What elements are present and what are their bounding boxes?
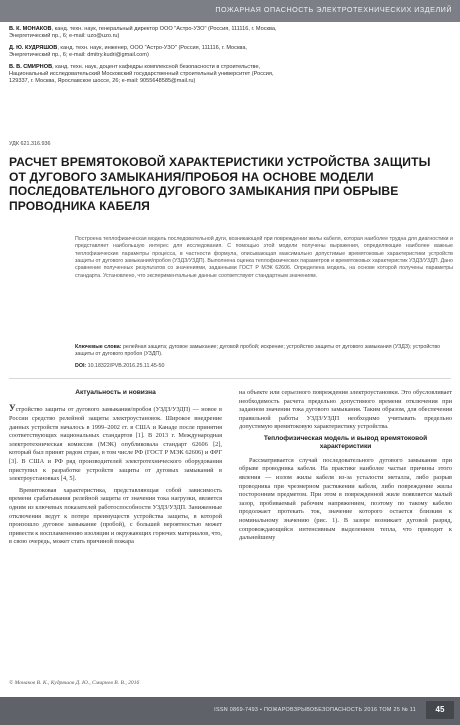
keywords — [75, 344, 453, 359]
section-divider — [9, 378, 451, 379]
journal-issn-info: ISSN 0869-7493 • ПОЖАРОВЗРЫВОБЕЗОПАСНОСТЬ 2016 ТОМ 25 № 11 — [214, 707, 416, 713]
copyright-notice: © Монаков В. К., Кудряшов Д. Ю., Смирнов В. В., 2016 — [9, 680, 140, 686]
footer-band — [0, 697, 460, 725]
author-name: В. В. СМИРНОВ — [9, 63, 53, 70]
keywords-label: Ключевые слова: — [75, 344, 122, 350]
left-column — [9, 389, 222, 550]
body-paragraph: Времятоковая характеристика, представляющая собой зависимость времени срабатывания релейной защиты от значения тока нагрузки, является одним из ключевых показателей работоспособности УЗДЗ/УЗДП. Заниженные отключения ведут к потере преимуществ устройства защиты, в которой произошло дуговое замыкание (пробой), с большей вероятностью может привести к воспламенению изоляции и окружающих горючих материалов, что, в свою очередь, может стать причиной пожара — [9, 486, 222, 546]
article-title: РАСЧЕТ ВРЕМЯТОКОВОЙ ХАРАКТЕРИСТИКИ УСТРОЙСТВА ЗАЩИТЫ ОТ ДУГОВОГО ЗАМЫКАНИЯ/ПРОБОЯ НА ОСНОВЕ МОДЕЛИ ПОСЛЕДОВАТЕЛЬНОГО ДУГОВОГО ЗАМЫКАНИЯ ПРИ ОБРЫВЕ ПРОВОДНИКА КАБЕЛЯ — [9, 155, 431, 213]
author-entry — [9, 64, 289, 86]
doi-label: DOI: — [75, 363, 87, 369]
author-list — [9, 26, 289, 90]
page-number: 45 — [426, 701, 454, 719]
header-band — [0, 0, 460, 22]
abstract: Построена теплофизическая модель последовательной дуги, возникающей при повреждении жилы кабеля, которая наиболее трудна для диагностики и представляет наибольшую интерес для исследования. С помощью этой модели получены выражения, определяющие наиболее важные теплофизические параметры процесса, в частности формула, описывающая максимально допустимые времятоковые характеристики устройств защиты от дугового замыкания/пробоя (УЗДЗ/УЗДП). Выполнена оценка теплофизических параметров и времятоковых характеристик УЗДЗ/УЗДП. Дано сравнение полученных результатов со значениями, заданными ГОСТ Р МЭК 62606. Определена модель, на основе которой получены параметры стандарта. Установлено, что экспериментальные данные соответствуют стандартным значениям. — [75, 236, 453, 279]
author-entry — [9, 26, 289, 41]
doi — [75, 363, 164, 369]
paragraph-text: стройство защиты от дугового замыкания/пробоя (УЗДЗ/УЗДП) — новое в России средство релейной защиты электроустановок. Широкое внедрение данных устройств началось в 1999–2002 гг. в США и Канаде после принятия соответствующих национальных стандартов [1]. В 2013 г. Международная электротехническая комиссия (МЭК) опубликовала стандарт 62606 [2], который был принят рядом стран, в том числе РФ (ГОСТ Р МЭК 62606) и ФРГ [3]. В США и РФ ряд производителей электротехнического оборудования приступил к разработке устройств защиты от дуговых замыканий в электроустановках [4, 5]. — [9, 406, 222, 483]
section-heading: Теплофизическая модель и вывод времятоковой характеристики — [263, 434, 428, 451]
keywords-text: релейная защита; дуговое замыкание; дуговой пробой; искрение; устройство защиты от дугового замыкания (УЗДЗ); устройство защиты от дугового пробоя (УЗДП). — [75, 344, 441, 358]
author-name: В. К. МОНАКОВ — [9, 26, 52, 32]
body-paragraph: Рассматривается случай последовательного дугового замыкания при обрыве проводника кабеля. На практике наиболее частые причины этого явления — излом жилы кабеля из-за усталости металла, либо разрыв проводника при чрезмерном растяжении кабеля, либо повреждение жилы посторонним предметом. При этом в поврежденной жиле появляется малый зазор, пробиваемый рабочим напряжением, поэтому по такому кабелю продолжает протекать ток, значение которого остается близким к номинальному значению (рис. 1). В зазоре возникает дуговой разряд, сопровождающийся интенсивным выделением тепла, что приводит к дальнейшему — [239, 456, 452, 542]
right-column — [239, 389, 452, 546]
author-affiliation: , канд. техн. наук, доцент кафедры комплексной безопасности в строительстве, Национальный исследовательский Московский государственный строительный университет (Россия, 129337, г. Москва, Ярославское шоссе, 26; e-mail: 9055648585@mail.ru) — [9, 63, 274, 85]
author-name: Д. Ю. КУДРЯШОВ — [9, 44, 58, 51]
author-entry — [9, 45, 289, 60]
udc-code: УДК 621.316.936 — [9, 141, 51, 147]
drop-cap: У — [9, 403, 16, 414]
body-paragraph: на объекте или серьезного повреждения электроустановки. Это обусловливает необходимость расчета предельно допустимого времени отключения при заданном значении тока дугового замыкания. Таким образом, для обеспечения правильной работы УЗДЗ/УЗДП необходимо учитывать предельно допустимую времятоковую характеристику устройства. — [239, 389, 452, 431]
body-paragraph — [9, 404, 222, 483]
journal-section-title: ПОЖАРНАЯ ОПАСНОСТЬ ЭЛЕКТРОТЕХНИЧЕСКИХ ИЗДЕЛИЙ — [215, 5, 452, 14]
doi-value: 10.18322/PVB.2016.25.11.45-50 — [86, 363, 165, 369]
author-affiliation: , канд. техн. наук, генеральный директор ООО "Астро-УЗО" (Россия, 111116, г. Москва, Энергетический пр., 6; e-mail: uzo@uzo.ru) — [9, 26, 277, 40]
section-heading: Актуальность и новизна — [75, 389, 156, 396]
author-affiliation: , канд. техн. наук, инженер, ООО "Астро-УЗО" (Россия, 111116, г. Москва, Энергетический пр., 6; e-mail: dmitry.kudri@gmail.com) — [9, 44, 247, 59]
